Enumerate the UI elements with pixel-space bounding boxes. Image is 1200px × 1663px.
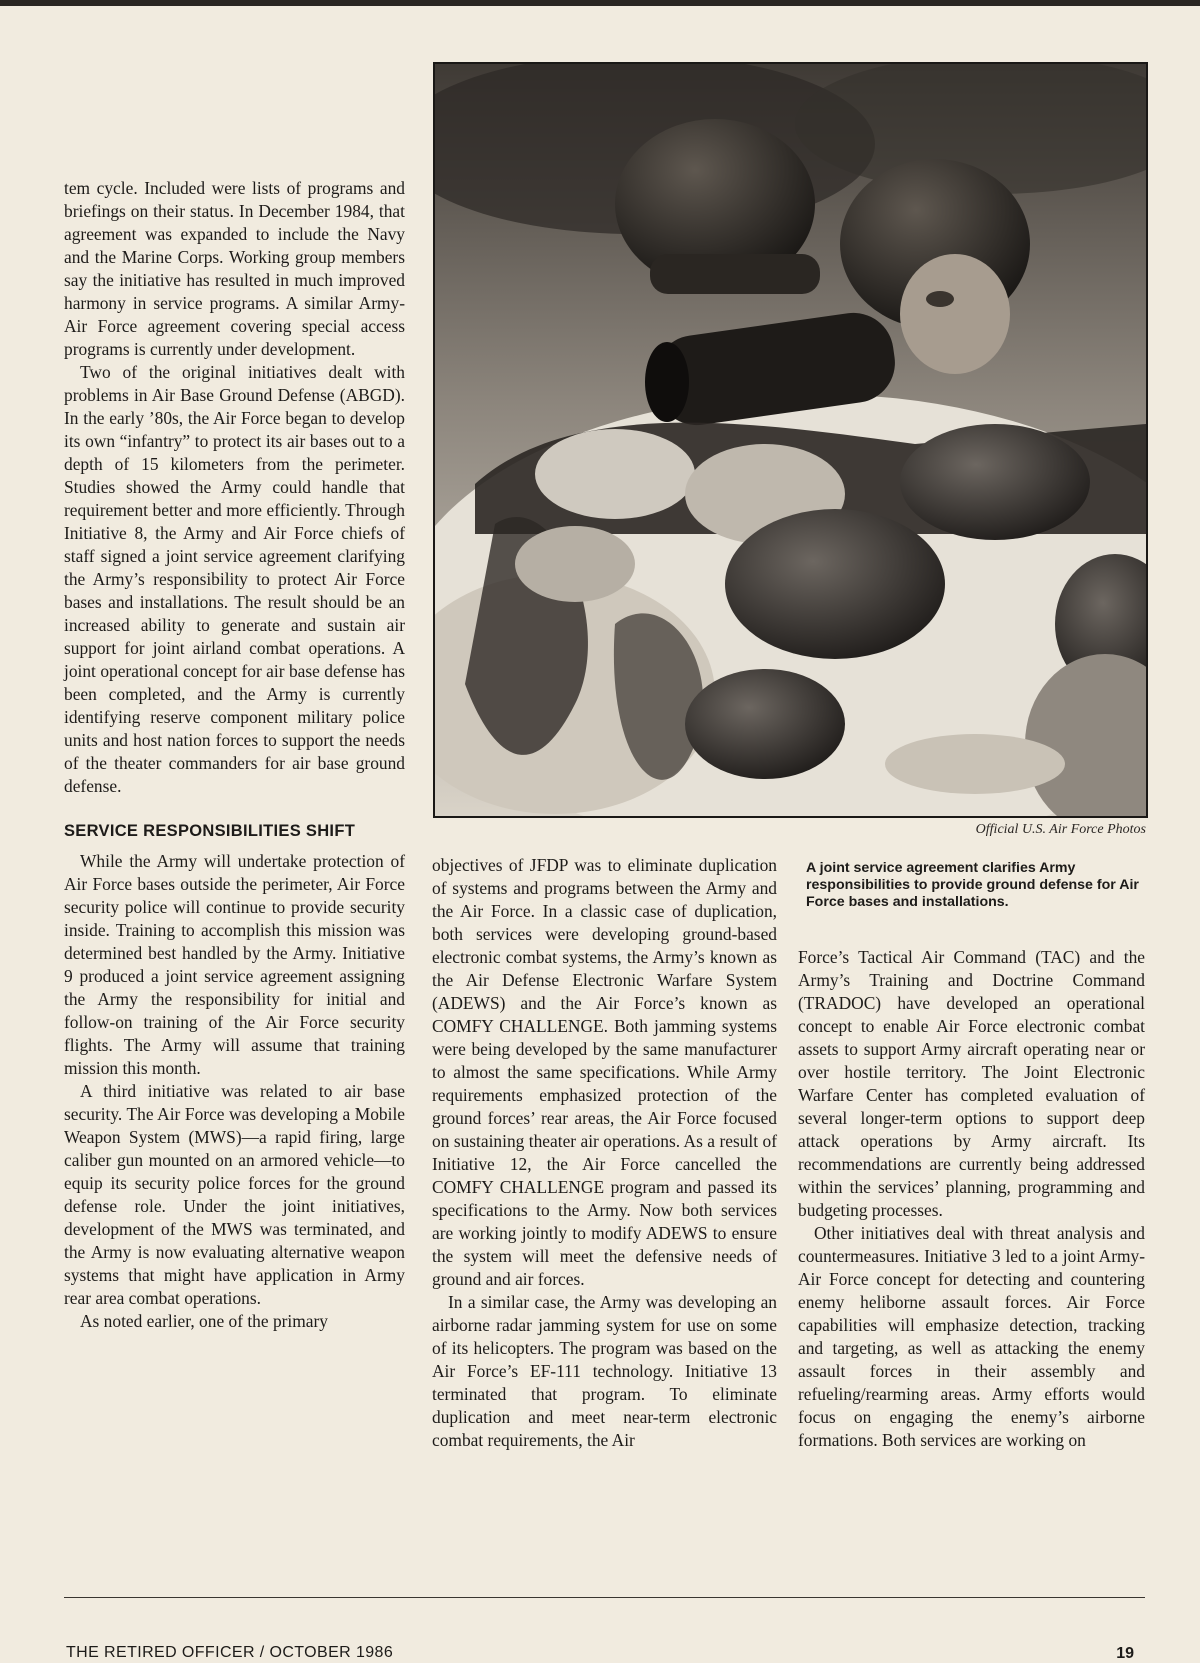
page-top-edge bbox=[0, 0, 1200, 6]
text-column-1 bbox=[64, 177, 405, 1333]
paragraph: As noted earlier, one of the primary bbox=[80, 1311, 328, 1331]
paragraph: While the Army will undertake protection of Air Force bases outside the perimeter, Air Force security police will continue to provide security inside. Training to accomplish this mission was determined best handled by the Army. Initiative 9 produced a joint service agreement assigning the Army the responsibility for initial and follow-on training of the Air Force security flights. The Army will assume that training mission this month. bbox=[64, 851, 405, 1078]
paragraph: Two of the original initiatives dealt with problems in Air Base Ground Defense (ABGD). In the early ’80s, the Air Force began to develop its own “infantry” to protect its air bases out to a depth of 15 kilometers from the perimeter. Studies showed the Army could handle that requirement better and more efficiently. Through Initiative 8, the Army and Air Force chiefs of staff signed a joint service agreement clarifying the Army’s responsibility to protect Air Force bases and installations. The result should be an increased ability to generate and sustain air support for joint airland combat operations. A joint operational concept for air base defense has been completed, and the Army is currently identifying reserve component military police units and host nation forces to support the needs of the theater commanders for air base ground defense. bbox=[64, 362, 405, 796]
publication-footer: THE RETIRED OFFICER / OCTOBER 1986 bbox=[66, 1644, 394, 1661]
footer-rule bbox=[64, 1597, 1145, 1598]
paragraph: In a similar case, the Army was developing an airborne radar jamming system for use on some of its helicopters. The program was based on the Air Force’s EF-111 technology. Initiative 13 terminated that program. To eliminate duplication and meet near-term electronic combat requirements, the Air bbox=[432, 1292, 777, 1450]
photo-caption: A joint service agreement clarifies Army responsibilities to provide ground defense for Air Force bases and installations. bbox=[806, 860, 1139, 910]
paragraph: tem cycle. Included were lists of programs and briefings on their status. In December 1984, that agreement was expanded to include the Navy and the Marine Corps. Working group members say the initiative has resulted in much improved harmony in service programs. A similar Army-Air Force agreement covering special access programs is currently under development. bbox=[64, 178, 405, 359]
photo-image bbox=[435, 64, 1146, 816]
text-column-3 bbox=[798, 946, 1145, 1452]
soldiers-photo bbox=[433, 62, 1148, 818]
paragraph: Force’s Tactical Air Command (TAC) and the Army’s Training and Doctrine Command (TRADOC) have developed an operational concept to enable Air Force electronic combat assets to support Army aircraft operating near or over hostile territory. The Joint Electronic Warfare Center has completed evaluation of several longer-term options to support deep attack operations by Army aircraft. Its recommendations are currently being addressed within the services’ planning, programming and budgeting processes. bbox=[798, 947, 1145, 1220]
page-number: 19 bbox=[1116, 1645, 1134, 1662]
paragraph: A third initiative was related to air base security. The Air Force was developing a Mobile Weapon System (MWS)—a rapid firing, large caliber gun mounted on an armored vehicle—to equip its security police forces for the ground defense role. Under the joint initiatives, development of the MWS was terminated, and the Army is now evaluating alternative weapon systems that might have application in Army rear area combat operations. bbox=[64, 1081, 405, 1308]
section-heading: SERVICE RESPONSIBILITIES SHIFT bbox=[64, 822, 356, 840]
paragraph: Other initiatives deal with threat analysis and countermeasures. Initiative 3 led to a joint Army-Air Force concept for detecting and countering enemy heliborne assault forces. Air Force capabilities will emphasize detection, tracking and targeting, as well as attacking the enemy assault forces in their assembly and refueling/rearming areas. Army efforts would focus on engaging the enemy’s airborne formations. Both services are working on bbox=[798, 1223, 1145, 1450]
photo-credit: Official U.S. Air Force Photos bbox=[975, 822, 1146, 837]
paragraph: objectives of JFDP was to eliminate duplication of systems and programs between the Army and the Air Force. In a classic case of duplication, both services were developing ground-based electronic combat systems, the Army’s known as the Air Defense Electronic Warfare System (ADEWS) and the Air Force’s known as COMFY CHALLENGE. Both jamming systems were being developed by the same manufacturer to almost the same specifications. While Army requirements emphasized protection of the ground forces’ rear areas, the Air Force focused on sustaining theater air operations. As a result of Initiative 12, the Air Force cancelled the COMFY CHALLENGE program and passed its specifications to the Army. Now both services are working jointly to modify ADEWS to ensure the system will meet the defensive needs of ground and air forces. bbox=[432, 855, 777, 1289]
text-column-2 bbox=[432, 854, 777, 1452]
